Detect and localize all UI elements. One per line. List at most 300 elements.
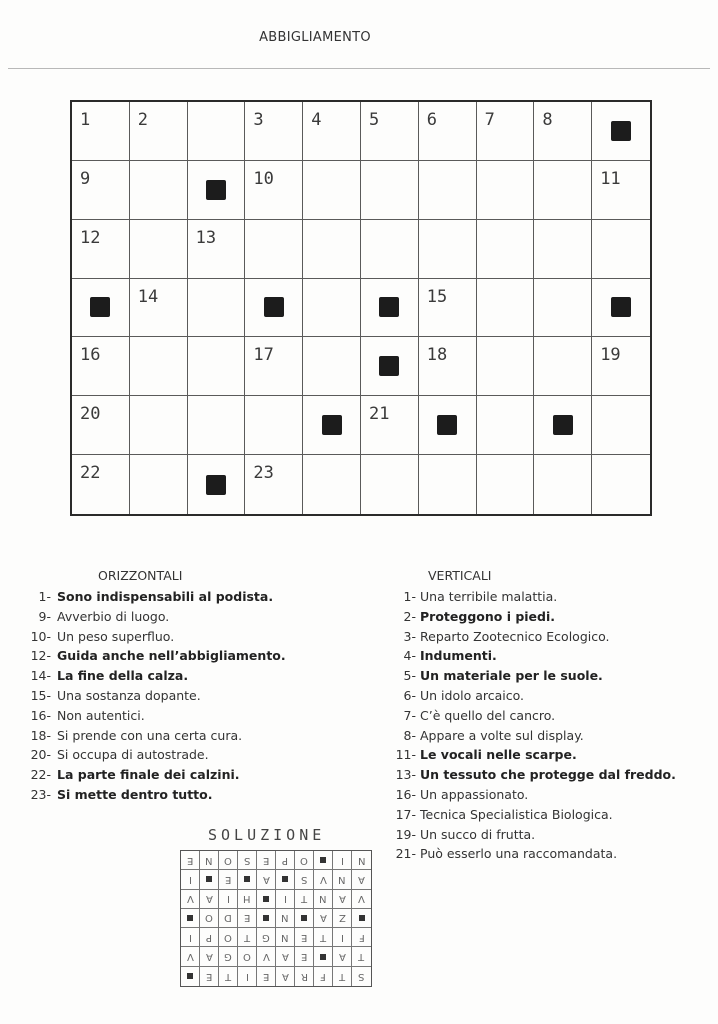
solution-cell: [181, 851, 200, 870]
solution-letter: F: [358, 931, 365, 943]
solution-letter: T: [224, 970, 232, 982]
solution-letter: E: [186, 854, 194, 866]
solution-letter: A: [338, 893, 346, 905]
solution-cell: [181, 890, 200, 909]
clue-number: 16-: [395, 786, 416, 802]
divider: [8, 68, 710, 69]
solution-letter: N: [319, 893, 327, 905]
solution-cell: [257, 851, 276, 870]
solution-cell: [314, 909, 333, 928]
black-square: [90, 297, 110, 317]
solution-letter: E: [205, 970, 213, 982]
solution-letter: E: [243, 912, 251, 924]
black-square: [553, 415, 573, 435]
clue-text: Si mette dentro tutto.: [57, 786, 213, 802]
cell-number: 6: [426, 110, 438, 130]
solution-cell: [238, 967, 257, 986]
solution-letter: I: [188, 873, 192, 885]
solution-letter: V: [319, 873, 327, 885]
clue-number: 12-: [30, 648, 51, 664]
grid-cell: [188, 396, 246, 455]
across-clue-list: [9, 587, 286, 805]
grid-cell: [361, 102, 419, 161]
solution-letter: A: [281, 970, 289, 982]
clue-text: Appare a volte sul display.: [420, 727, 584, 743]
down-clue: [392, 666, 676, 686]
clue-text: Sono indispensabili al podista.: [57, 589, 274, 604]
solution-letter: Z: [338, 912, 346, 924]
down-clue: [392, 765, 676, 785]
solution-letter: O: [224, 931, 232, 943]
solution-cell: [276, 851, 295, 870]
cell-number: 15: [426, 286, 448, 307]
black-square: [322, 415, 342, 435]
black-square: [206, 180, 226, 200]
black-square: [263, 915, 269, 921]
down-clue: [392, 686, 676, 706]
grid-cell: [72, 102, 130, 161]
clue-text: Una terribile malattia.: [420, 589, 558, 604]
solution-cell: [181, 928, 200, 947]
solution-letter: O: [243, 951, 251, 963]
black-square: [320, 954, 326, 960]
grid-cell: [130, 102, 188, 161]
grid-cell: [361, 161, 419, 220]
grid-cell: [245, 455, 303, 514]
grid-cell: [477, 455, 535, 514]
solution-cell: [276, 909, 295, 928]
solution-letter: N: [338, 873, 346, 885]
grid-cell: [130, 220, 188, 279]
grid-cell: [361, 220, 419, 279]
solution-letter: N: [281, 912, 289, 924]
solution-cell: [238, 890, 257, 909]
solution-cell: [181, 947, 200, 966]
grid-cell: [419, 279, 477, 338]
down-clue: [392, 587, 676, 607]
clue-number: 8-: [403, 727, 416, 743]
grid-cell: [477, 279, 535, 338]
cell-number: 7: [484, 110, 495, 130]
solution-letter: E: [262, 970, 270, 982]
solution-letter: G: [224, 951, 232, 963]
grid-cell: [592, 396, 650, 455]
grid-cell: [534, 220, 592, 279]
solution-letter: A: [281, 951, 289, 963]
cell-number: 12: [80, 227, 101, 248]
solution-letter: A: [319, 912, 327, 924]
clue-number: 1-: [38, 589, 51, 604]
solution-cell: [219, 967, 238, 986]
clue-text: Le vocali nelle scarpe.: [420, 747, 577, 763]
grid-cell: [592, 220, 650, 279]
solution-block-cell: [295, 909, 314, 928]
solution-cell: [257, 928, 276, 947]
black-square: [320, 857, 326, 863]
clue-text: Un succo di frutta.: [420, 826, 536, 842]
cell-number: 8: [542, 110, 553, 130]
solution-letter: E: [224, 873, 232, 885]
solution-cell: [181, 870, 200, 889]
grid-block-cell: [188, 161, 246, 220]
solution-cell: [333, 967, 352, 986]
solution-letter: O: [205, 912, 213, 924]
grid-block-cell: [303, 396, 361, 455]
solution-cell: [352, 928, 371, 947]
clue-number: 19-: [395, 826, 416, 842]
solution-cell: [257, 967, 276, 986]
grid-cell: [534, 161, 592, 220]
solution-letter: A: [358, 873, 365, 885]
black-square: [359, 915, 365, 921]
solution-block-cell: [181, 909, 200, 928]
grid-cell: [245, 337, 303, 396]
grid-cell: [303, 220, 361, 279]
cell-number: 4: [311, 110, 322, 130]
black-square: [264, 297, 284, 317]
solution-block-cell: [200, 870, 219, 889]
grid-cell: [188, 220, 246, 279]
clue-text: Non autentici.: [57, 707, 145, 723]
clue-text: Un materiale per le suole.: [420, 668, 603, 684]
solution-letter: S: [243, 854, 251, 866]
solution-letter: V: [186, 951, 194, 963]
across-clue: [9, 627, 286, 647]
solution-cell: [200, 851, 219, 870]
solution-block-cell: [238, 870, 257, 889]
solution-letter: A: [338, 951, 346, 963]
grid-cell: [534, 102, 592, 161]
solution-letter: T: [358, 951, 365, 963]
solution-cell: [238, 928, 257, 947]
clue-number: 10-: [30, 628, 51, 644]
solution-letter: R: [300, 970, 308, 982]
across-clue: [9, 587, 286, 607]
grid-cell: [72, 396, 130, 455]
across-clue: [9, 646, 286, 666]
across-clue: [9, 765, 286, 785]
cell-number: 18: [426, 345, 448, 366]
clue-number: 5-: [403, 668, 416, 684]
solution-cell: [200, 909, 219, 928]
solution-cell: [200, 967, 219, 986]
clue-text: Si prende con una certa cura.: [57, 727, 243, 743]
solution-cell: [295, 870, 314, 889]
solution-block-cell: [314, 851, 333, 870]
solution-cell: [257, 947, 276, 966]
down-clue: [392, 844, 676, 864]
grid-cell: [303, 279, 361, 338]
clue-number: 18-: [30, 727, 51, 743]
solution-letter: G: [262, 931, 270, 943]
solution-cell: [238, 909, 257, 928]
solution-cell: [314, 870, 333, 889]
solution-letter: T: [300, 893, 308, 905]
down-clue: [392, 745, 676, 765]
cell-number: 22: [80, 463, 101, 484]
grid-cell: [130, 337, 188, 396]
solution-letter: V: [262, 951, 270, 963]
grid-cell: [130, 279, 188, 338]
black-square: [379, 356, 399, 376]
grid-cell: [72, 337, 130, 396]
cell-number: 1: [80, 110, 91, 130]
across-clue: [9, 666, 286, 686]
grid-cell: [592, 337, 650, 396]
clue-text: Può esserlo una raccomandata.: [420, 846, 618, 862]
solution-letter: I: [340, 931, 344, 943]
solution-cell: [219, 851, 238, 870]
grid-cell: [477, 102, 535, 161]
clue-number: 7-: [403, 707, 416, 723]
cell-number: 17: [253, 345, 274, 366]
solution-letter: F: [320, 970, 326, 982]
grid-block-cell: [361, 337, 419, 396]
clue-number: 1-: [403, 589, 416, 604]
cell-number: 23: [253, 463, 274, 484]
clue-text: Un tessuto che protegge dal freddo.: [420, 767, 676, 783]
grid-cell: [188, 102, 246, 161]
grid-cell: [303, 455, 361, 514]
grid-block-cell: [361, 279, 419, 338]
solution-letter: D: [224, 912, 232, 924]
grid-cell: [477, 396, 535, 455]
solution-cell: [352, 890, 371, 909]
solution-letter: V: [186, 893, 194, 905]
cell-number: 21: [368, 404, 390, 425]
solution-letter: H: [243, 893, 251, 905]
solution-letter: S: [358, 970, 365, 982]
solution-letter: N: [357, 854, 366, 866]
clue-number: 6-: [403, 687, 416, 703]
solution-cell: [352, 947, 371, 966]
down-clue: [392, 825, 676, 845]
solution-cell: [219, 947, 238, 966]
across-clue: [9, 785, 286, 805]
black-square: [263, 896, 269, 902]
solution-cell: [333, 870, 352, 889]
solution-letter: P: [281, 854, 289, 866]
grid-block-cell: [72, 279, 130, 338]
black-square: [611, 297, 631, 317]
solution-cell: [219, 870, 238, 889]
cell-number: 3: [253, 110, 264, 130]
solution-cell: [238, 947, 257, 966]
grid-cell: [419, 102, 477, 161]
clue-number: 14-: [30, 668, 51, 684]
clue-number: 11-: [395, 747, 416, 763]
solution-letter: N: [205, 854, 213, 866]
clue-number: 21-: [395, 846, 416, 862]
solution-cell: [352, 870, 371, 889]
grid-cell: [477, 161, 535, 220]
across-clue: [9, 686, 286, 706]
solution-cell: [276, 928, 295, 947]
solution-letter: P: [205, 931, 213, 943]
solution-letter: E: [262, 854, 270, 866]
solution-block-cell: [257, 890, 276, 909]
solution-letter: T: [338, 970, 346, 982]
across-clue: [9, 607, 286, 627]
down-clue: [392, 726, 676, 746]
solution-letter: N: [281, 931, 289, 943]
solution-cell: [314, 967, 333, 986]
solution-cell: [352, 851, 371, 870]
black-square: [282, 876, 288, 882]
across-clue: [9, 726, 286, 746]
black-square: [379, 297, 399, 317]
solution-cell: [333, 909, 352, 928]
grid-cell: [477, 337, 535, 396]
solution-cell: [276, 947, 295, 966]
solution-letter: I: [283, 893, 287, 905]
solution-cell: [219, 909, 238, 928]
page-title: ABBIGLIAMENTO: [259, 30, 371, 45]
across-heading: ORIZZONTALI: [98, 568, 183, 583]
solution-block-cell: [257, 909, 276, 928]
grid-cell: [188, 279, 246, 338]
solution-letter: E: [300, 931, 308, 943]
solution-cell: [295, 967, 314, 986]
grid-cell: [592, 161, 650, 220]
solution-letter: V: [358, 893, 365, 905]
solution-cell: [219, 928, 238, 947]
solution-letter: A: [262, 873, 270, 885]
cell-number: 10: [253, 168, 274, 189]
clue-text: Reparto Zootecnico Ecologico.: [420, 628, 610, 644]
clue-text: Si occupa di autostrade.: [57, 747, 209, 763]
cell-number: 20: [80, 404, 101, 425]
grid-block-cell: [534, 396, 592, 455]
clue-number: 16-: [30, 707, 51, 723]
cell-number: 11: [600, 168, 621, 189]
clue-text: La parte finale dei calzini.: [57, 767, 240, 783]
solution-cell: [295, 947, 314, 966]
grid-cell: [130, 396, 188, 455]
clue-number: 9-: [38, 608, 51, 624]
grid-cell: [419, 220, 477, 279]
clue-number: 22-: [30, 767, 51, 783]
grid-cell: [245, 396, 303, 455]
grid-cell: [419, 161, 477, 220]
solution-letter: T: [243, 931, 251, 943]
solution-cell: [295, 928, 314, 947]
clue-number: 13-: [395, 767, 416, 783]
grid-cell: [188, 337, 246, 396]
grid-cell: [419, 337, 477, 396]
solution-cell: [333, 890, 352, 909]
grid-cell: [72, 455, 130, 514]
cell-number: 19: [600, 345, 621, 366]
grid-cell: [303, 161, 361, 220]
down-clue-list: [392, 587, 676, 864]
grid-cell: [361, 396, 419, 455]
black-square: [206, 876, 212, 882]
clue-text: La fine della calza.: [57, 668, 189, 684]
down-heading: VERTICALI: [428, 568, 492, 583]
down-clue: [392, 627, 676, 647]
clue-text: Un idolo arcaico.: [420, 687, 524, 703]
grid-cell: [534, 279, 592, 338]
solution-cell: [276, 890, 295, 909]
solution-letter: O: [224, 854, 232, 866]
solution-letter: A: [205, 893, 213, 905]
clue-number: 3-: [403, 628, 416, 644]
solution-cell: [200, 928, 219, 947]
down-clue: [392, 785, 676, 805]
grid-cell: [303, 337, 361, 396]
black-square: [611, 121, 631, 141]
clue-number: 23-: [30, 786, 51, 802]
black-square: [187, 973, 193, 979]
grid-cell: [361, 455, 419, 514]
clue-text: Tecnica Specialistica Biologica.: [420, 806, 613, 822]
grid-block-cell: [592, 102, 650, 161]
grid-cell: [130, 161, 188, 220]
grid-cell: [245, 220, 303, 279]
clue-text: C’è quello del cancro.: [420, 707, 556, 723]
solution-cell: [333, 928, 352, 947]
solution-letter: I: [188, 931, 192, 943]
grid-cell: [477, 220, 535, 279]
solution-cell: [333, 947, 352, 966]
cell-number: 13: [195, 227, 217, 248]
cell-number: 2: [137, 110, 149, 130]
down-clue: [392, 646, 676, 666]
across-clue: [9, 706, 286, 726]
clue-text: Guida anche nell’abbigliamento.: [57, 648, 286, 664]
solution-cell: [352, 967, 371, 986]
solution-cell: [314, 890, 333, 909]
solution-cell: [238, 851, 257, 870]
grid-cell: [245, 161, 303, 220]
cell-number: 5: [368, 110, 380, 130]
across-clue: [9, 745, 286, 765]
solution-letter: S: [300, 873, 308, 885]
solution-cell: [276, 967, 295, 986]
grid-cell: [534, 337, 592, 396]
grid-block-cell: [592, 279, 650, 338]
solution-letter: T: [319, 931, 327, 943]
solution-cell: [200, 890, 219, 909]
grid-block-cell: [188, 455, 246, 514]
solution-cell: [295, 890, 314, 909]
down-clue: [392, 706, 676, 726]
crossword-grid: [70, 100, 652, 516]
grid-cell: [130, 455, 188, 514]
grid-cell: [592, 455, 650, 514]
cell-number: 9: [80, 168, 91, 189]
solution-letter: I: [245, 970, 249, 982]
solution-cell: [257, 870, 276, 889]
black-square: [187, 915, 193, 921]
clue-text: Un peso superfluo.: [57, 628, 175, 644]
black-square: [244, 876, 250, 882]
grid-cell: [72, 220, 130, 279]
cell-number: 14: [137, 286, 159, 307]
grid-block-cell: [419, 396, 477, 455]
solution-letter: A: [205, 951, 213, 963]
solution-letter: I: [226, 893, 230, 905]
clue-number: 15-: [30, 687, 51, 703]
black-square: [301, 915, 307, 921]
clue-number: 4-: [403, 648, 416, 664]
solution-block-cell: [352, 909, 371, 928]
grid-cell: [245, 102, 303, 161]
solution-title: SOLUZIONE: [208, 826, 326, 844]
solution-letter: I: [340, 854, 344, 866]
solution-cell: [295, 851, 314, 870]
